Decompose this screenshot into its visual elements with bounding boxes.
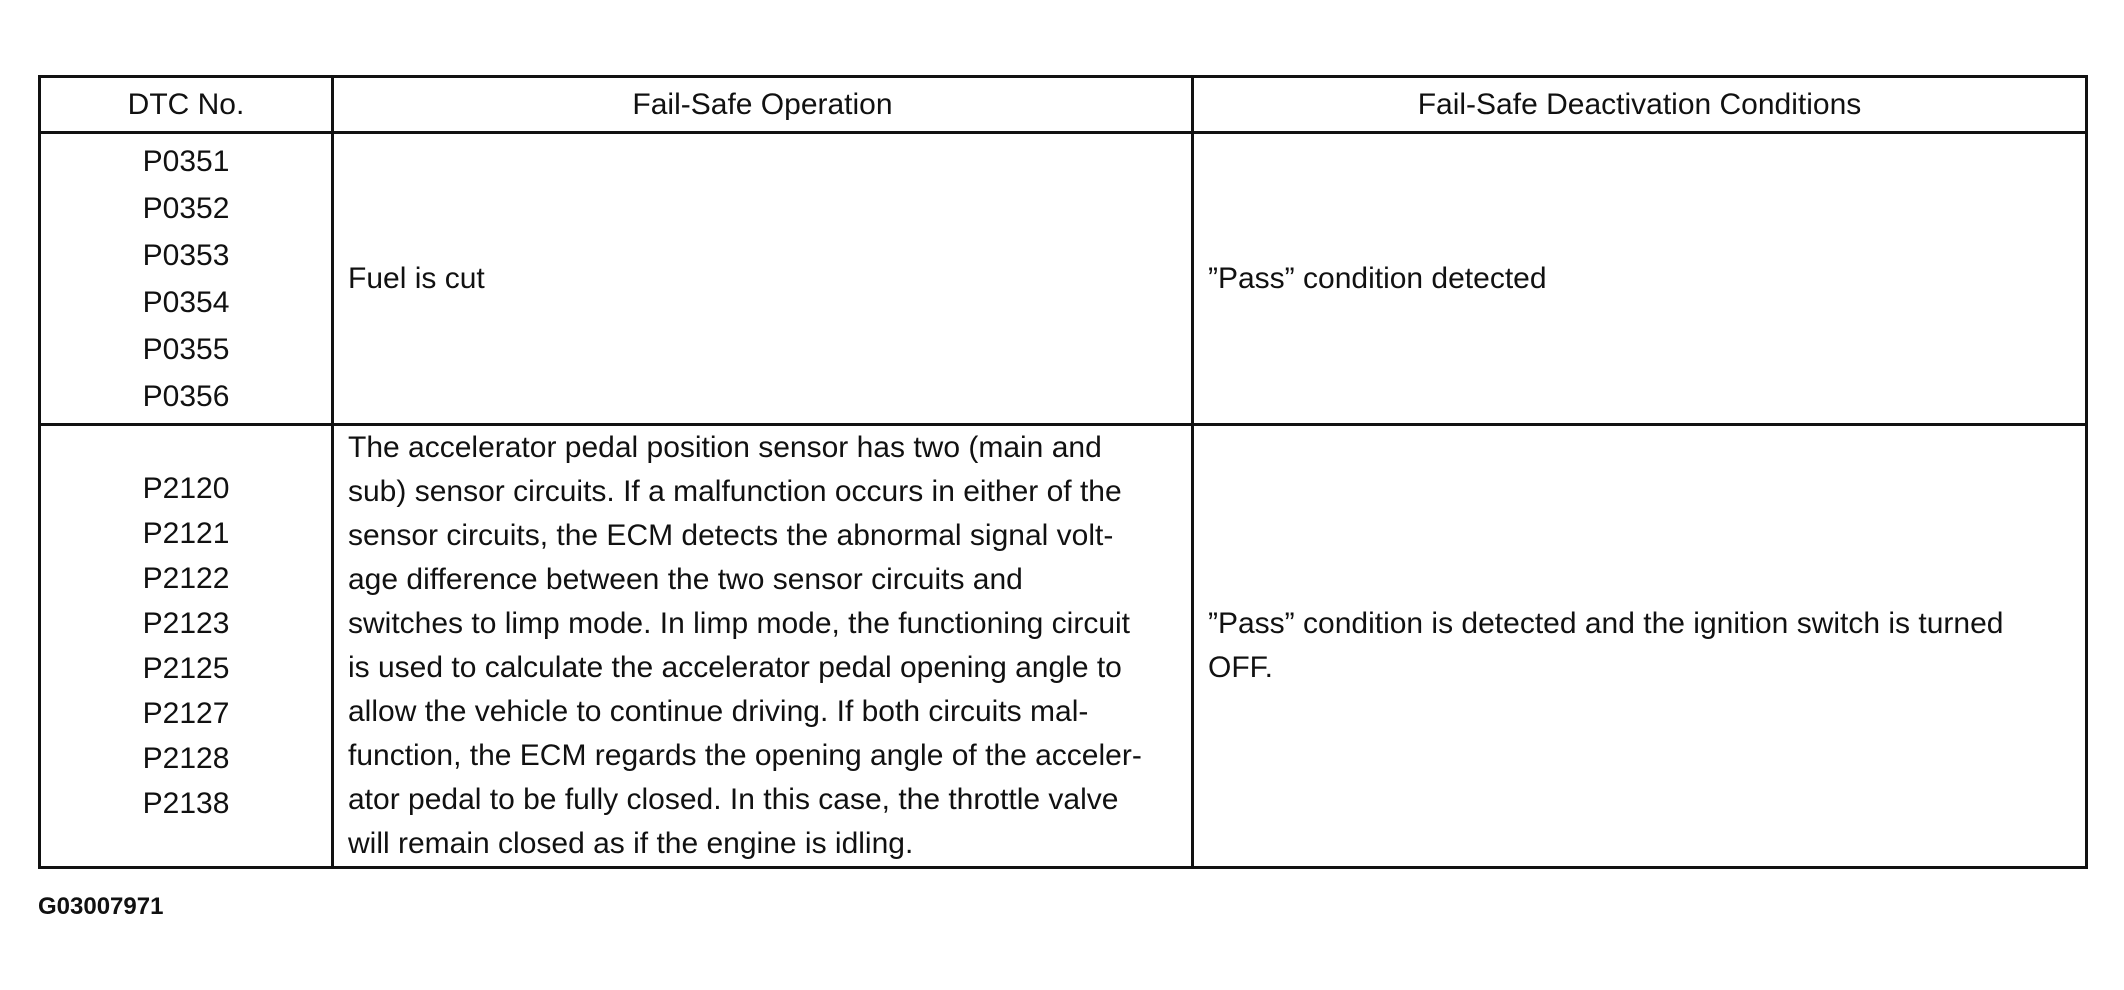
dtc-code: P2123 [142,607,230,640]
fail-safe-operation-cell [333,133,1193,425]
table-row [40,133,2087,425]
dtc-code: P2125 [142,652,230,685]
operation-text-line: is used to calculate the accelerator pedal opening angle to [348,651,1122,684]
operation-text-line: switches to limp mode. In limp mode, the functioning circuit [348,607,1131,640]
dtc-code: P2138 [142,787,230,820]
operation-text-line: allow the vehicle to continue driving. If both circuits mal- [348,695,1089,728]
operation-text-line: function, the ECM regards the opening angle of the acceler- [348,739,1142,772]
table-header-row [40,77,2087,133]
dtc-code: P0355 [142,332,230,366]
dtc-code: P0354 [142,285,230,319]
dtc-code: P0351 [142,144,230,178]
dtc-code: P2122 [142,562,230,595]
dtc-code: P2121 [142,517,230,550]
deactivation-condition-cell [1193,425,2087,868]
fail-safe-operation-cell [333,425,1193,868]
header-dtc-no: DTC No. [40,77,333,133]
dtc-code: P2120 [142,472,230,505]
dtc-codes-cell [40,425,333,868]
operation-text-line: Fuel is cut [348,261,485,295]
operation-text-line: sensor circuits, the ECM detects the abnormal signal volt- [348,519,1114,552]
condition-text-line: ”Pass” condition detected [1208,261,1547,295]
operation-text-line: The accelerator pedal position sensor has two (main and [348,431,1102,464]
operation-text-line: ator pedal to be fully closed. In this case, the throttle valve [348,783,1119,816]
dtc-code: P2128 [142,742,230,775]
header-deactivation-conditions: Fail-Safe Deactivation Conditions [1193,77,2087,133]
dtc-code: P0356 [142,379,230,413]
table-row [40,425,2087,868]
condition-text-line: OFF. [1208,651,1273,684]
deactivation-condition-cell [1193,133,2087,425]
dtc-code: P0352 [142,191,230,225]
fail-safe-table [38,75,2088,869]
operation-text-line: age difference between the two sensor circuits and [348,563,1023,596]
dtc-codes-cell [40,133,333,425]
fail-safe-table-container [38,75,2085,869]
operation-text-line: sub) sensor circuits. If a malfunction occurs in either of the [348,475,1122,508]
figure-id: G03007971 [38,893,164,920]
header-fail-safe-operation: Fail-Safe Operation [333,77,1193,133]
condition-text-line: ”Pass” condition is detected and the ignition switch is turned [1208,607,2004,640]
operation-text-line: will remain closed as if the engine is idling. [348,827,914,860]
dtc-code: P2127 [142,697,230,730]
dtc-code: P0353 [142,238,230,272]
